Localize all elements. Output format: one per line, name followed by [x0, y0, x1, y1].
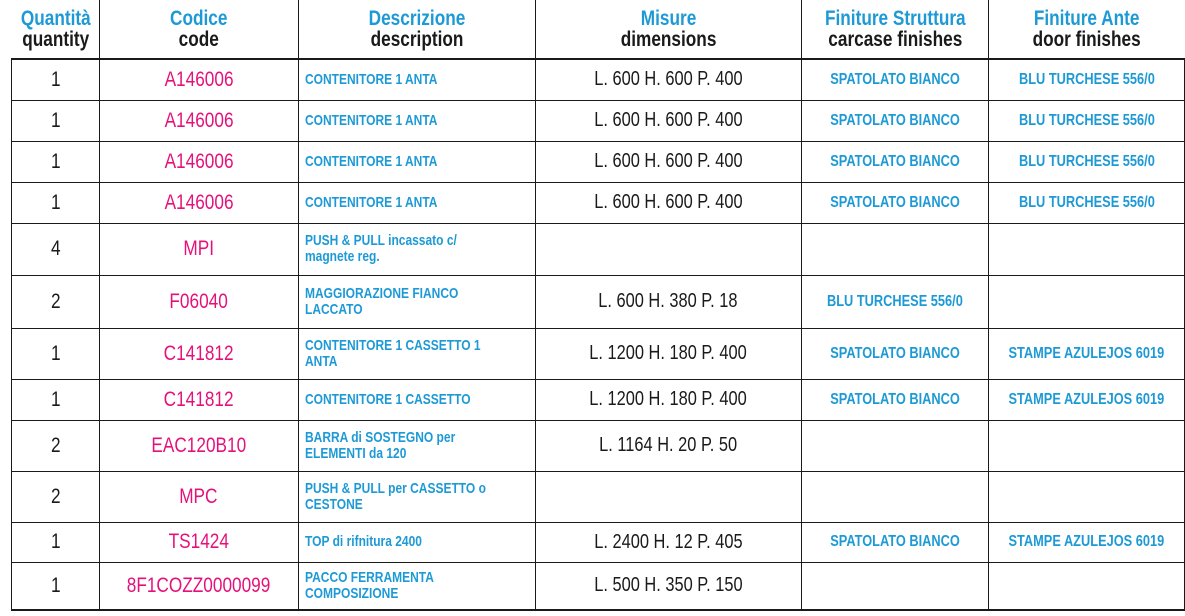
carcase-finish-cell [801, 562, 989, 610]
table-row [12, 223, 1185, 275]
description-cell: PUSH & PULL per CASSETTO o CESTONE [298, 471, 535, 522]
door-finish-cell [989, 275, 1185, 328]
description-cell: CONTENITORE 1 ANTA [298, 100, 535, 141]
door-finish-cell [989, 223, 1185, 275]
door-finish-cell: STAMPE AZULEJOS 6019 [989, 328, 1185, 379]
dimensions-cell: L. 1200 H. 180 P. 400 [535, 328, 801, 379]
header-door-finishes: Finiture Ante door finishes [989, 0, 1185, 59]
quantity-cell: 4 [12, 223, 100, 275]
dimensions-cell: L. 600 H. 600 P. 400 [535, 59, 801, 100]
carcase-finish-cell: SPATOLATO BIANCO [801, 100, 989, 141]
code-cell: A146006 [100, 141, 299, 182]
dimensions-cell [535, 223, 801, 275]
description-cell: BARRA di SOSTEGNO per ELEMENTI da 120 [298, 420, 535, 471]
table-row [12, 328, 1185, 379]
door-finish-cell [989, 471, 1185, 522]
quantity-cell: 1 [12, 182, 100, 223]
table-row [12, 562, 1185, 610]
door-finish-cell: BLU TURCHESE 556/0 [989, 182, 1185, 223]
code-cell: 8F1COZZ0000099 [100, 562, 299, 610]
header-row [12, 0, 1185, 59]
quantity-cell: 1 [12, 100, 100, 141]
quantity-cell: 2 [12, 420, 100, 471]
carcase-finish-cell: SPATOLATO BIANCO [801, 328, 989, 379]
description-cell: PUSH & PULL incassato c/ magnete reg. [298, 223, 535, 275]
quantity-cell: 1 [12, 522, 100, 562]
table-row [12, 420, 1185, 471]
code-cell: MPI [100, 223, 299, 275]
description-cell: CONTENITORE 1 ANTA [298, 182, 535, 223]
carcase-finish-cell: SPATOLATO BIANCO [801, 379, 989, 420]
code-cell: EAC120B10 [100, 420, 299, 471]
description-cell: CONTENITORE 1 CASSETTO [298, 379, 535, 420]
header-description: Descrizione description [298, 0, 535, 59]
description-cell: PACCO FERRAMENTA COMPOSIZIONE [298, 562, 535, 610]
door-finish-cell: BLU TURCHESE 556/0 [989, 100, 1185, 141]
code-cell: C141812 [100, 379, 299, 420]
door-finish-cell [989, 420, 1185, 471]
table-row [12, 141, 1185, 182]
code-cell: MPC [100, 471, 299, 522]
code-cell: A146006 [100, 59, 299, 100]
code-cell: C141812 [100, 328, 299, 379]
table-row [12, 182, 1185, 223]
dimensions-cell: L. 500 H. 350 P. 150 [535, 562, 801, 610]
table-row [12, 522, 1185, 562]
dimensions-cell [535, 471, 801, 522]
dimensions-cell: L. 2400 H. 12 P. 405 [535, 522, 801, 562]
quantity-cell: 2 [12, 275, 100, 328]
dimensions-cell: L. 600 H. 600 P. 400 [535, 182, 801, 223]
quantity-cell: 1 [12, 562, 100, 610]
door-finish-cell: BLU TURCHESE 556/0 [989, 141, 1185, 182]
code-cell: A146006 [100, 100, 299, 141]
carcase-finish-cell: BLU TURCHESE 556/0 [801, 275, 989, 328]
carcase-finish-cell [801, 223, 989, 275]
header-dimensions: Misure dimensions [535, 0, 801, 59]
table-row [12, 471, 1185, 522]
dimensions-cell: L. 1164 H. 20 P. 50 [535, 420, 801, 471]
table-row [12, 275, 1185, 328]
quantity-cell: 1 [12, 141, 100, 182]
description-cell: CONTENITORE 1 ANTA [298, 59, 535, 100]
table-row [12, 59, 1185, 100]
carcase-finish-cell: SPATOLATO BIANCO [801, 141, 989, 182]
header-quantity: Quantità quantity [20, 7, 91, 51]
table-row [12, 379, 1185, 420]
description-cell: MAGGIORAZIONE FIANCO LACCATO [298, 275, 535, 328]
quantity-cell: 1 [12, 59, 100, 100]
carcase-finish-cell: SPATOLATO BIANCO [801, 182, 989, 223]
description-cell: CONTENITORE 1 ANTA [298, 141, 535, 182]
quantity-cell: 2 [12, 471, 100, 522]
dimensions-cell: L. 600 H. 600 P. 400 [535, 141, 801, 182]
dimensions-cell: L. 1200 H. 180 P. 400 [535, 379, 801, 420]
description-cell: TOP di rifnitura 2400 [298, 522, 535, 562]
dimensions-cell: L. 600 H. 380 P. 18 [535, 275, 801, 328]
code-cell: TS1424 [100, 522, 299, 562]
carcase-finish-cell: SPATOLATO BIANCO [801, 59, 989, 100]
carcase-finish-cell: SPATOLATO BIANCO [801, 522, 989, 562]
door-finish-cell [989, 562, 1185, 610]
code-cell: F06040 [100, 275, 299, 328]
header-carcase-finishes: Finiture Struttura carcase finishes [801, 0, 989, 59]
door-finish-cell: BLU TURCHESE 556/0 [989, 59, 1185, 100]
table-row [12, 100, 1185, 141]
door-finish-cell: STAMPE AZULEJOS 6019 [989, 522, 1185, 562]
carcase-finish-cell [801, 420, 989, 471]
dimensions-cell: L. 600 H. 600 P. 400 [535, 100, 801, 141]
components-table [11, 0, 1185, 611]
quantity-cell: 1 [12, 328, 100, 379]
header-code: Codice code [100, 0, 299, 59]
door-finish-cell: STAMPE AZULEJOS 6019 [989, 379, 1185, 420]
description-cell: CONTENITORE 1 CASSETTO 1 ANTA [298, 328, 535, 379]
carcase-finish-cell [801, 471, 989, 522]
code-cell: A146006 [100, 182, 299, 223]
quantity-cell: 1 [12, 379, 100, 420]
